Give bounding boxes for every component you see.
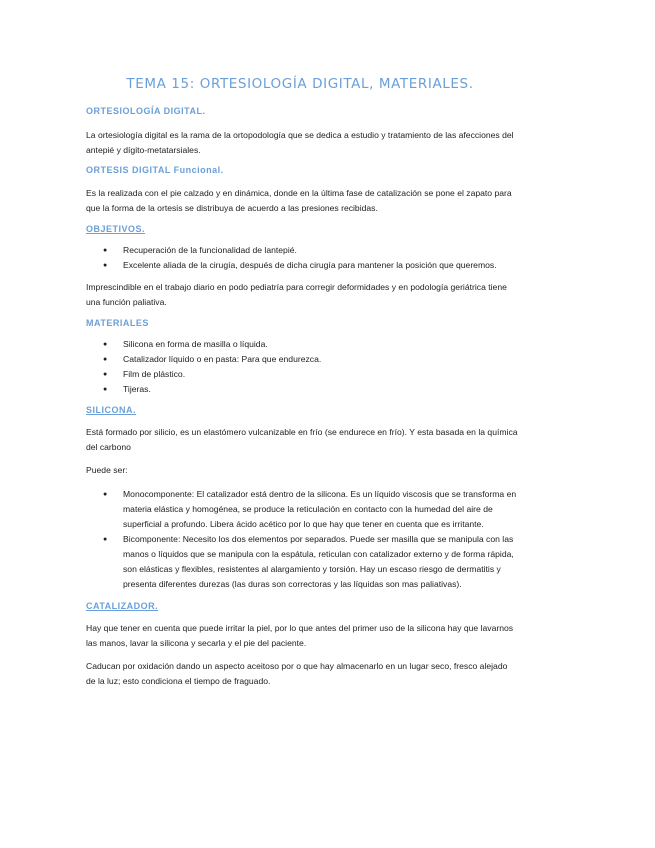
paragraph-ortesis-funcional: Es la realizada con el pie calzado y en dinámica, donde en la última fase de catalización se pone el zapato para que la forma de la ortesis se distribuya de acuerdo a las presiones recibidas. — [86, 188, 512, 213]
list-item: ● Excelente aliada de la cirugía, después de dicha cirugía para mantener la posición que queremos. — [123, 258, 518, 273]
paragraph-catalizador: Hay que tener en cuenta que puede irritar la piel, por lo que antes del primer uso de la silicona hay que lavarnos las manos, lavar la silicona y secarla y el pie del paciente. — [86, 623, 514, 648]
tipos-silicona-list — [86, 487, 518, 592]
paragraph-caducan: Caducan por oxidación dando un aspecto aceitoso por o que hay almacenarlo en un lugar seco, fresco alejado de la luz; esto condiciona el tiempo de fraguado. — [86, 661, 508, 686]
paragraph-imprescindible: Imprescindible en el trabajo diario en podo pediatría para corregir deformidades y en podología geriátrica tiene una función paliativa. — [86, 282, 507, 307]
heading-objetivos: OBJETIVOS. — [86, 224, 146, 234]
list-item: ● Catalizador líquido o en pasta: Para que endurezca. — [123, 352, 518, 367]
paragraph-definicion: La ortesiología digital es la rama de la ortopodología que se dedica a estudio y tratamiento de las afecciones del antepié y dígito-metatarsiales. — [86, 130, 514, 155]
paragraph-puede-ser: Puede ser: — [86, 465, 128, 475]
materiales-list — [86, 337, 518, 397]
heading-materiales: MATERIALES — [86, 318, 149, 328]
list-item: ● Bicomponente: Necesito los dos elementos por separados. Puede ser masilla que se manipula con las manos o líquidos que se manipula con la espátula, reticulan con catalizador externo y de forma rápida, son elásticas y flexibles, resistentes al alargamiento y torsión. Hay un escaso riesgo de dermatitis y presenta diferentes durezas (las duras son correctoras y las líquidas son mas paliativas). — [123, 532, 518, 592]
page-title: TEMA 15: ORTESIOLOGÍA DIGITAL, MATERIALES. — [126, 76, 474, 92]
list-item: ● Recuperación de la funcionalidad de lantepié. — [123, 243, 518, 258]
heading-ortesiologia-digital: ORTESIOLOGÍA DIGITAL. — [86, 106, 206, 116]
document-body — [86, 104, 518, 689]
objetivos-list — [86, 243, 518, 273]
list-item: ● Silicona en forma de masilla o líquida. — [123, 337, 518, 352]
list-item: ● Monocomponente: El catalizador está dentro de la silicona. Es un líquido viscosis que se transforma en materia elástica y homogénea, se produce la reticulación en contacto con la humedad del aire de superficial a profundo. Libera ácido acético por lo que hay que tener en cuenta que es irritante. — [123, 487, 518, 532]
heading-silicona: SILICONA. — [86, 405, 137, 415]
heading-catalizador: CATALIZADOR. — [86, 601, 159, 611]
heading-ortesis-digital-funcional: ORTESIS DIGITAL Funcional. — [86, 165, 224, 175]
paragraph-silicona: Está formado por silicio, es un elastómero vulcanizable en frío (se endurece en frío). Y esta basada en la química del carbono — [86, 427, 518, 452]
list-item: ● Film de plástico. — [123, 367, 518, 382]
list-item: ● Tijeras. — [123, 382, 518, 397]
